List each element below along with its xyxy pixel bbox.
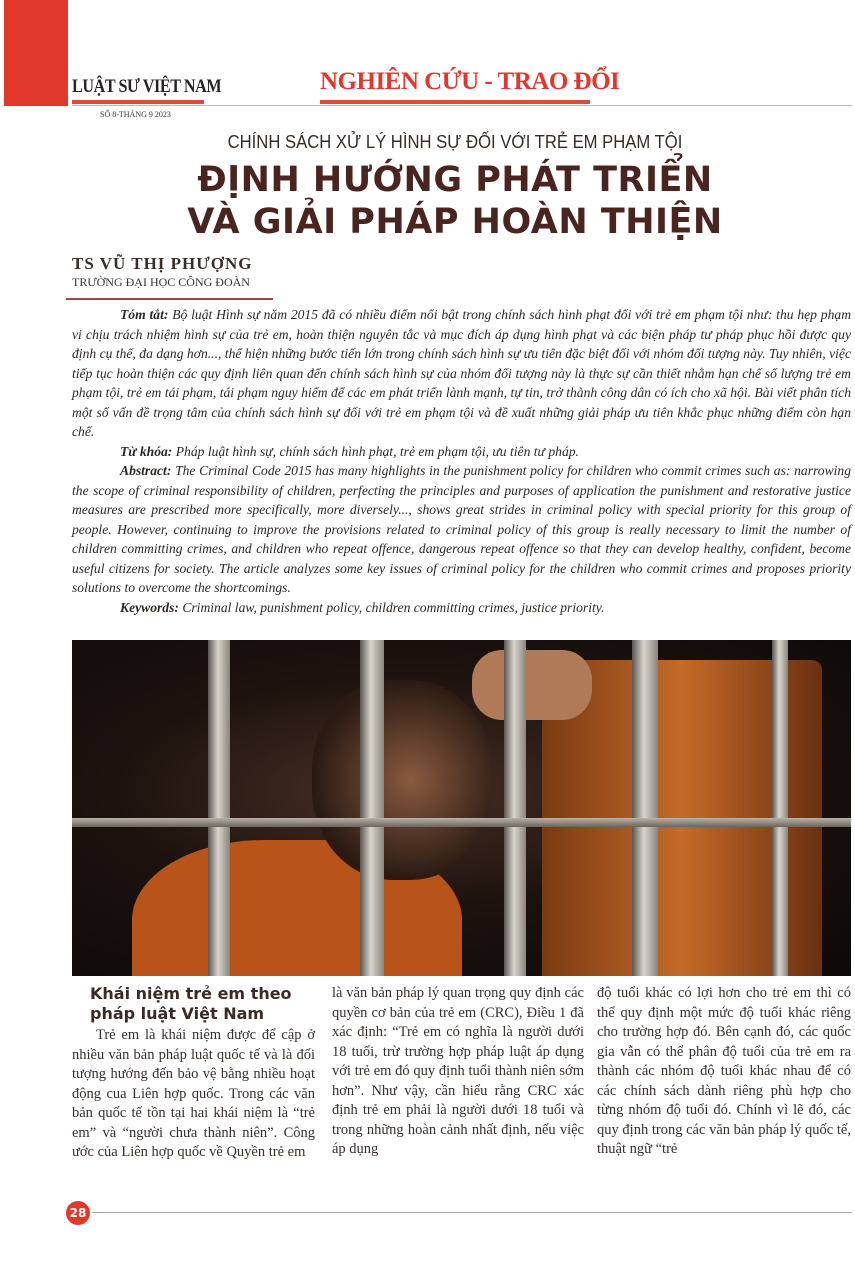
keywords-vi-text: Pháp luật hình sự, chính sách hình phạt, trẻ em phạm tội, ưu tiên tư pháp. [175, 443, 579, 459]
author-name: TS VŨ THỊ PHƯỢNG [72, 254, 253, 273]
keywords-vi [72, 442, 851, 462]
keywords-en-text: Criminal law, punishment policy, children committing crimes, justice priority. [182, 599, 605, 615]
photo-bar [632, 640, 658, 976]
author-affiliation: TRƯỜNG ĐẠI HỌC CÔNG ĐOÀN [72, 275, 250, 289]
keywords-en [72, 598, 851, 618]
photo-bar [360, 640, 384, 976]
body-paragraph: độ tuổi khác có lợi hơn cho trẻ em thì có thể quy định một mức độ tuổi khác riêng cho trường hợp đó. Bên cạnh đó, các quốc gia vẫn có thể phân độ tuổi của trẻ em ra thành các nhóm độ tuổi khác nhau để có các chính sách dành riêng phù hợp cho từng nhóm độ tuổi đó. Chính vì lẽ đó, các quy định trong các văn bản pháp lý quốc tế, thuật ngữ “trẻ [597, 985, 851, 1157]
summary-text: Bộ luật Hình sự năm 2015 đã có nhiều điểm nổi bật trong chính sách hình phạt đối với trẻ em phạm tội như: thu hẹp phạm vi chịu trách nhiệm hình sự của trẻ em, hoàn thiện nguyên tắc và mục đích áp dụng hình phạt và các biện pháp tư pháp phục hồi được quy định cụ thể, đa dạng hơn..., thể hiện những bước tiến lớn trong chính sách hình sự ưu tiên đặc biệt đối với nhóm đối tượng này. Tuy nhiên, việc tiếp tục hoàn thiện các quy định liên quan đến chính sách hình sự của nhóm đối tượng này là thực sự cần thiết nhằm hạn chế số lượng trẻ em phạm tội, trẻ em tái phạm, tái phạm nguy hiểm để các em phát triển lành mạnh, tự tin, trở thành công dân có ích cho xã hội. Bài viết phân tích một số vấn đề trọng tâm của chính sách hình sự đối với trẻ em phạm tội và đề xuất những giải pháp ưu tiên khắc phục những điểm còn hạn chế. [72, 307, 852, 439]
section-underline [320, 100, 590, 104]
header-divider [72, 105, 852, 106]
photo-bar [504, 640, 526, 976]
author-rule [66, 298, 273, 300]
section-title: NGHIÊN CỨU - TRAO ĐỔI [320, 68, 620, 95]
body-column-1 [72, 984, 315, 1163]
logo-underline [72, 100, 204, 104]
magazine-logo: LUẬT SƯ VIỆT NAM [72, 76, 222, 97]
keywords-vi-label: Từ khóa: [120, 443, 173, 459]
page-number: 28 [66, 1201, 90, 1225]
summary-vi [72, 305, 851, 442]
article-title-line-1: ĐỊNH HƯỚNG PHÁT TRIỂN [197, 160, 713, 200]
article-photo-child-behind-bars [72, 640, 851, 976]
body-column-3 [597, 984, 851, 1160]
keywords-en-label: Keywords: [120, 599, 179, 615]
body-paragraph: là văn bản pháp lý quan trọng quy định các quyền cơ bản của trẻ em (CRC), Điều 1 đã xác định: “Trẻ em có nghĩa là người dưới 18 tuổi, trừ trường hợp pháp luật áp dụng với trẻ em đó quy định tuổi thành niên sớm hơn”. Như vậy, cần hiểu rằng CRC xác định trẻ em phải là người dưới 18 tuổi và trong những hoàn cảnh nhất định, nếu việc áp dụng [332, 985, 584, 1157]
photo-crossbar [72, 818, 851, 827]
photo-hand [472, 650, 592, 720]
abstract-en [72, 461, 851, 598]
body-paragraph: Trẻ em là khái niệm được để cập ở nhiều văn bản pháp luật quốc tế và là đối tượng hướng đến bảo vệ bằng nhiều hoạt động cua Liên hợp quốc. Trong các văn bản quốc tế tồn tại hai khái niệm là “trẻ em” và “người chưa thành niên”. Công ước của Liên hợp quốc về Quyền trẻ em [72, 1027, 315, 1160]
section-heading: Khái niệm trẻ em theo pháp luật Việt Nam [90, 984, 292, 1023]
article-kicker: CHÍNH SÁCH XỬ LÝ HÌNH SỰ ĐỐI VỚI TRẺ EM PHẠM TỘI [227, 131, 683, 152]
abstract-text: The Criminal Code 2015 has many highlights in the punishment policy for children who commit crimes such as: narrowing the scope of criminal responsibility of children, perfecting the principles and purposes of application the punishment and restorative justice measures are prescribed more specifically, more diversely..., shows great strides in criminal policy with special priority for this group of people. However, continuing to improve the provisions related to criminal policy of this group is really necessary to limit the number of children committing crimes, and children who repeat offence, dangerous repeat offence so that they can develop healthy, confident, become useful citizens for society. The article analyzes some key issues of criminal policy for the children who commit crimes and proposes priority solutions to overcome the shortcomings. [72, 463, 852, 595]
photo-bar [772, 640, 788, 976]
abstract-label: Abstract: [120, 463, 172, 478]
photo-bar [208, 640, 230, 976]
article-title-line-2: VÀ GIẢI PHÁP HOÀN THIỆN [187, 202, 723, 242]
abstract-block [72, 305, 851, 617]
issue-label: SỐ 8-THÁNG 9 2023 [100, 110, 171, 119]
photo-face [312, 680, 492, 880]
red-corner-block [4, 0, 68, 106]
summary-label: Tóm tắt: [120, 307, 169, 322]
footer-divider [92, 1212, 852, 1213]
body-column-2 [332, 984, 584, 1160]
